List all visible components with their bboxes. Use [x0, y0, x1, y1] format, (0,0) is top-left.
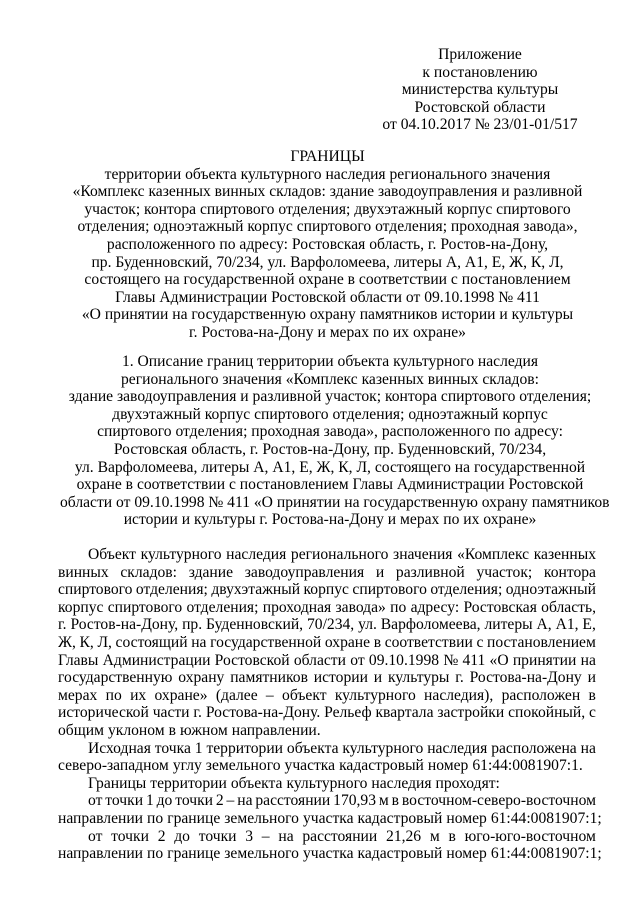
title-line: расположенного по адресу: Ростовская область, г. Ростов-на-Дону, — [106, 235, 549, 253]
section-line: 1. Описание границ территории объекта культурного наследия — [121, 353, 539, 370]
body-line: северо-западном углу земельного участка кадастровый номер 61:44:0081907:1. — [58, 757, 583, 775]
section-line: истории и культуры г. Ростова-на-Дону и мерах по их охране» — [123, 511, 537, 529]
section-line: охране в соответствии с постановлением Главы Администрации Ростовской — [76, 476, 584, 494]
body-line: Ж, К, Л, состоящий на государственной охране в соответствии с постановлением — [58, 633, 596, 651]
annex-header — [350, 46, 610, 134]
title-line: г. Ростова-на-Дону и мерах по их охране» — [189, 323, 466, 341]
annex-line: от 04.10.2017 № 23/01-01/517 — [382, 116, 578, 134]
paragraph-boundaries-intro — [58, 775, 596, 793]
document-title — [60, 148, 595, 342]
title-line: пр. Буденновский, 70/234, ул. Варфоломеева, литеры А, А1, Е, Ж, К, Л, — [91, 253, 564, 271]
section-line: ул. Варфоломеева, литеры А, А1, Е, Ж, К, Л, состоящего на государственной — [74, 458, 586, 476]
title-line: состоящего на государственной охране в соответствии с постановлением — [84, 271, 571, 289]
section-line: двухэтажный корпус спиртового отделения; одноэтажный корпус — [112, 405, 548, 423]
section-line: Ростовская область, г. Ростов-на-Дону, пр. Буденновский, 70/234, — [113, 440, 547, 458]
paragraph-segment-2-3 — [58, 827, 602, 863]
body-line: направлении по границе земельного участка кадастровый номер 61:44:0081907:1; — [58, 809, 602, 827]
body-line: государственную охрану памятников истории и культуры г. Ростова-на-Дону и — [58, 669, 596, 687]
annex-line: Приложение — [438, 46, 522, 63]
title-heading: ГРАНИЦЫ — [290, 148, 365, 165]
body-line: общим уклоном в южном направлении. — [58, 721, 321, 739]
body-line: Границы территории объекта культурного наследия проходят: — [88, 774, 500, 792]
body-line: Главы Администрации Ростовской области от 09.10.1998 № 411 «О принятии на — [58, 651, 596, 669]
title-line: отделения; одноэтажный корпус спиртового отделения; проходная завода», — [77, 218, 578, 236]
title-line: Главы Администрации Ростовской области от 09.10.1998 № 411 — [115, 288, 540, 306]
body-line: винных складов: здание заводоуправления и разливной участок; контора — [58, 563, 596, 581]
section-line: здание заводоуправления и разливной участок; контора спиртового отделения; — [68, 388, 592, 406]
title-line: «Комплекс казенных винных складов: здание заводоуправления и разливной — [72, 183, 583, 201]
body-line: Исходная точка 1 территории объекта культурного наследия расположена на — [88, 739, 596, 757]
body-line: исторической части г. Ростова-на-Дону. Рельеф квартала застройки спокойный, с — [58, 704, 596, 722]
section-1-heading — [60, 353, 610, 529]
paragraph-origin-point — [58, 740, 596, 775]
paragraph-segment-1-2 — [58, 792, 602, 827]
annex-line: министерства культуры — [401, 81, 559, 99]
body-line: от точки 2 до точки 3 – на расстоянии 21,26 м в юго-юго-восточном — [88, 827, 596, 845]
annex-line: к постановлению — [422, 63, 538, 81]
section-line: спиртового отделения; проходная завода», расположенного по адресу: — [97, 423, 563, 441]
annex-line: Ростовской области — [414, 98, 546, 116]
title-line: участок; контора спиртового отделения; двухэтажный корпус спиртового — [84, 200, 571, 218]
body-line: от точки 1 до точки 2 – на расстоянии 170,93 м в восточном-северо-восточном — [88, 792, 596, 810]
body-line: мерах по их охране» (далее – объект культурного наследия), расположен в — [58, 686, 596, 704]
document-body — [58, 546, 602, 863]
body-line: направлении по границе земельного участка кадастровый номер 61:44:0081907:1; — [58, 845, 602, 863]
body-line: Объект культурного наследия регионального значения «Комплекс казенных — [88, 546, 596, 563]
title-line: «О принятии на государственную охрану памятников истории и культуры — [81, 306, 574, 324]
title-line: территории объекта культурного наследия регионального значения — [104, 165, 551, 183]
section-line: области от 09.10.1998 № 411 «О принятии на государственную охрану памятников — [60, 493, 610, 511]
section-line: регионального значения «Комплекс казенных винных складов: — [121, 370, 539, 388]
body-line: корпус спиртового отделения; проходная завода» по адресу: Ростовская область, — [58, 598, 596, 616]
paragraph-description — [58, 546, 596, 740]
body-line: спиртового отделения; двухэтажный корпус спиртового отделения; одноэтажный — [58, 581, 596, 599]
body-line: г. Ростов-на-Дону, пр. Буденновский, 70/234, ул. Варфоломеева, литеры А, А1, Е, — [58, 616, 596, 634]
